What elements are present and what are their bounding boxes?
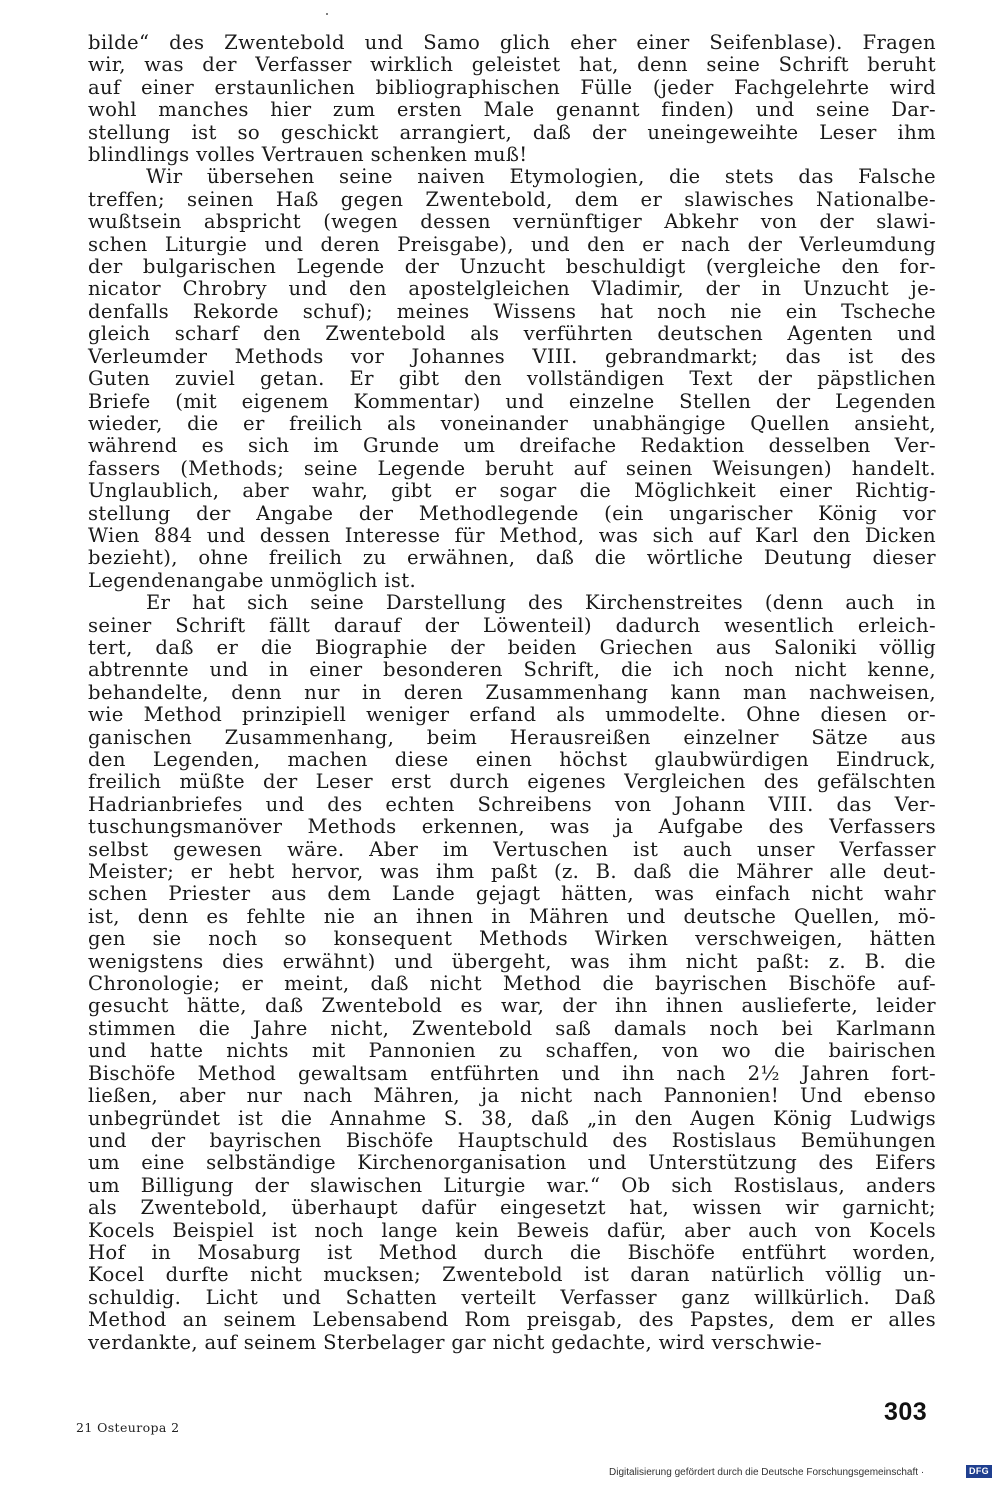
text-line: wenigstens dies erwähnt) und übergeht, was ihm nicht paßt: z. B. die bbox=[88, 949, 936, 973]
text-line: behandelte, denn nur in deren Zusammenhang kann man nachweisen, bbox=[88, 680, 936, 704]
printer-signature: 21 Osteuropa 2 bbox=[76, 1420, 180, 1435]
text-line: abtrennte und in einer besonderen Schrift, die ich noch nicht kenne, bbox=[88, 658, 936, 682]
text-line: den Legenden, machen diese einen höchst glaubwürdigen Eindruck, bbox=[88, 748, 936, 771]
text-line: stellung ist so geschickt arrangiert, daß der uneingeweihte Leser ihm bbox=[88, 120, 936, 144]
text-line: Meister; er hebt hervor, was ihm paßt (z. B. daß die Mährer alle deut- bbox=[88, 860, 936, 884]
paragraph-1 bbox=[88, 32, 936, 166]
text-line: treffen; seinen Haß gegen Zwentebold, dem er slawisches Nationalbe- bbox=[88, 187, 936, 211]
paragraph-2 bbox=[88, 166, 936, 592]
text-line: selbst gewesen wäre. Aber im Vertuschen ist auch unser Verfasser bbox=[88, 837, 936, 861]
text-line: Unglaublich, aber wahr, gibt er sogar die Möglichkeit einer Richtig- bbox=[88, 479, 936, 503]
text-line: Wien 884 und dessen Interesse für Method, was sich auf Karl den Dicken bbox=[88, 523, 936, 547]
text-line: wußtsein abspricht (wegen dessen vernünftiger Abkehr von der slawi- bbox=[88, 210, 936, 234]
text-line: wie Method prinzipiell weniger erfand als ummodelte. Ohne diesen or- bbox=[88, 703, 936, 727]
text-line: fassers (Methods; seine Legende beruht auf seinen Weisungen) handelt. bbox=[88, 456, 936, 480]
text-line: unbegründet ist die Annahme S. 38, daß „in den Augen König Ludwigs bbox=[88, 1106, 936, 1130]
text-line: nicator Chrobry und den apostelgleichen Vladimir, der in Unzucht je- bbox=[88, 277, 936, 301]
text-line: schen Liturgie und deren Preisgabe), und den er nach der Verleumdung bbox=[88, 232, 936, 256]
text-line: Hadrianbriefes und des echten Schreibens von Johann VIII. das Ver- bbox=[88, 792, 936, 816]
text-line: bilde“ des Zwentebold und Samo glich eher einer Seifenblase). Fragen bbox=[88, 31, 936, 54]
text-line: wieder, die er freilich als voneinander unabhängige Quellen ansieht, bbox=[88, 411, 936, 435]
text-line: schen Priester aus dem Lande gejagt hätten, was einfach nicht wahr bbox=[88, 882, 936, 906]
text-line: und der bayrischen Bischöfe Hauptschuld des Rostislaus Bemühungen bbox=[88, 1128, 936, 1152]
text-line: blindlings volles Vertrauen schenken muß! bbox=[88, 143, 528, 167]
text-line: Legendenangabe unmöglich ist. bbox=[88, 568, 417, 592]
text-line: Verleumder Methods vor Johannes VIII. gebrandmarkt; das ist des bbox=[88, 344, 936, 368]
digitization-credit: Digitalisierung gefördert durch die Deutsche Forschungsgemeinschaft · bbox=[609, 1467, 925, 1478]
body-text bbox=[88, 32, 936, 1354]
text-line: ist, denn es fehlte nie an ihnen in Mähren und deutsche Quellen, mö- bbox=[88, 904, 936, 928]
page-number: 303 bbox=[884, 1398, 928, 1426]
text-line: um eine selbständige Kirchenorganisation und Unterstützung des Eifers bbox=[88, 1151, 936, 1175]
text-line: Kocels Beispiel ist noch lange kein Beweis dafür, aber auch von Kocels bbox=[88, 1218, 936, 1242]
text-line: auf einer erstaunlichen bibliographischen Fülle (jeder Fachgelehrte wird bbox=[88, 75, 936, 99]
text-line: der bulgarischen Legende der Unzucht beschuldigt (vergleiche den for- bbox=[88, 255, 936, 279]
text-line: Bischöfe Method gewaltsam entführten und ihn nach 2½ Jahren fort- bbox=[88, 1061, 936, 1085]
text-line: denfalls Rekorde schuf); meines Wissens hat noch nie ein Tscheche bbox=[88, 299, 936, 323]
text-line: Wir übersehen seine naiven Etymologien, die stets das Falsche bbox=[146, 165, 936, 189]
text-line: gen sie noch so konsequent Methods Wirken verschweigen, hätten bbox=[88, 927, 936, 951]
text-line: tert, daß er die Biographie der beiden Griechen aus Saloniki völlig bbox=[88, 635, 936, 659]
text-line: gesucht hätte, daß Zwentebold es war, der ihn ihnen auslieferte, leider bbox=[88, 994, 936, 1018]
text-line: Method an seinem Lebensabend Rom preisgab, des Papstes, dem er alles bbox=[88, 1308, 936, 1332]
dfg-logo-icon: DFG bbox=[966, 1465, 992, 1478]
text-line: stimmen die Jahre nicht, Zwentebold saß damals noch bei Karlmann bbox=[88, 1016, 936, 1040]
scan-speck bbox=[326, 13, 328, 15]
text-line: Er hat sich seine Darstellung des Kirchenstreites (denn auch in bbox=[146, 591, 936, 615]
text-line: ganischen Zusammenhang, beim Herausreißen einzelner Sätze aus bbox=[88, 725, 936, 749]
text-line: seiner Schrift fällt darauf der Löwenteil) dadurch wesentlich erleich- bbox=[88, 613, 936, 637]
text-line: stellung der Angabe der Methodlegende (ein ungarischer König vor bbox=[88, 501, 936, 525]
text-line: freilich müßte der Leser erst durch eigenes Vergleichen des gefälschten bbox=[88, 770, 936, 794]
text-line: wohl manches hier zum ersten Male genannt finden) und seine Dar- bbox=[88, 98, 936, 122]
text-line: tuschungsmanöver Methods erkennen, was ja Aufgabe des Verfassers bbox=[88, 815, 936, 839]
text-line: verdankte, auf seinem Sterbelager gar nicht gedachte, wird verschwie- bbox=[88, 1330, 823, 1354]
text-line: bezieht), ohne freilich zu erwähnen, daß die wörtliche Deutung dieser bbox=[88, 546, 936, 570]
text-line: um Billigung der slawischen Liturgie war.“ Ob sich Rostislaus, anders bbox=[88, 1173, 936, 1197]
text-line: wir, was der Verfasser wirklich geleistet hat, denn seine Schrift beruht bbox=[88, 53, 936, 77]
text-line: ließen, aber nur nach Mähren, ja nicht nach Pannonien! Und ebenso bbox=[88, 1084, 936, 1108]
text-line: und hatte nichts mit Pannonien zu schaffen, von wo die bairischen bbox=[88, 1039, 936, 1063]
text-line: schuldig. Licht und Schatten verteilt Verfasser ganz willkürlich. Daß bbox=[88, 1285, 936, 1309]
text-line: während es sich im Grunde um dreifache Redaktion desselben Ver- bbox=[88, 434, 936, 458]
text-line: Hof in Mosaburg ist Method durch die Bischöfe entführt worden, bbox=[88, 1240, 936, 1264]
text-line: gleich scharf den Zwentebold als verführten deutschen Agenten und bbox=[88, 322, 936, 346]
paragraph-3 bbox=[88, 592, 936, 1354]
text-line: Briefe (mit eigenem Kommentar) und einzelne Stellen der Legenden bbox=[88, 389, 936, 413]
text-line: Kocel durfte nicht mucksen; Zwentebold ist daran natürlich völlig un- bbox=[88, 1263, 936, 1287]
text-line: Guten zuviel getan. Er gibt den vollständigen Text der päpstlichen bbox=[88, 367, 936, 391]
text-line: als Zwentebold, überhaupt dafür eingesetzt hat, wissen wir garnicht; bbox=[88, 1196, 936, 1220]
text-line: Chronologie; er meint, daß nicht Method die bayrischen Bischöfe auf- bbox=[88, 972, 936, 996]
